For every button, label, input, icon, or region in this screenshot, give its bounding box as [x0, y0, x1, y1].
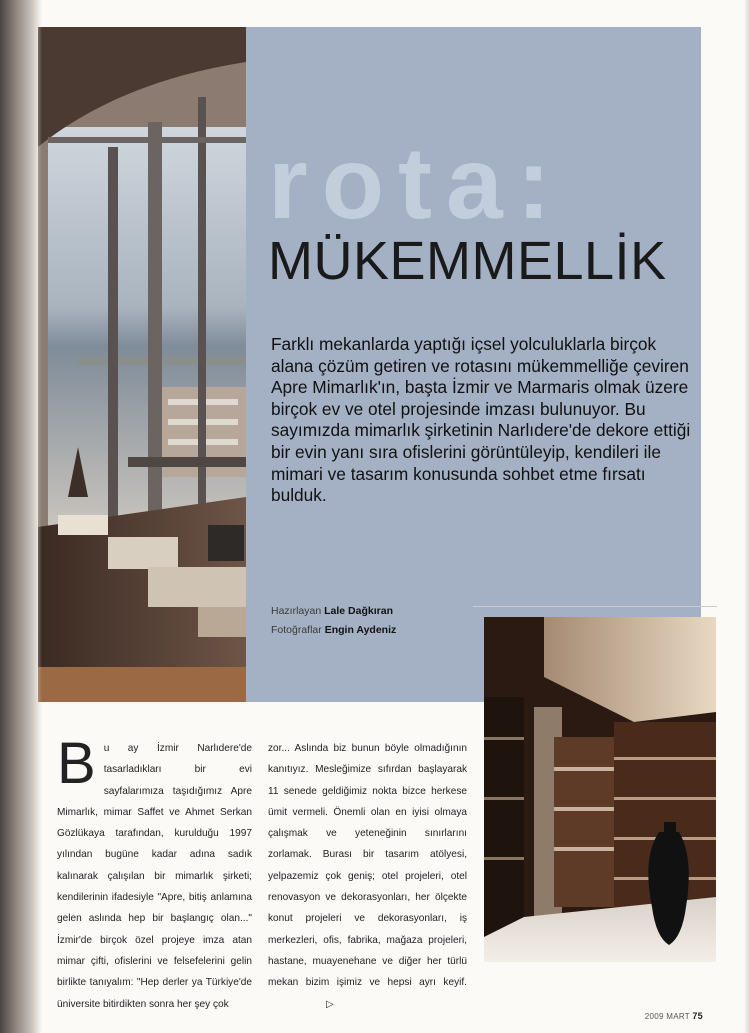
credit-writer-name: Lale Dağkıran — [324, 605, 393, 617]
body-column-1 — [57, 731, 252, 1015]
body-column-2-text: zor... Aslında biz bunun böyle olmadığının kanıtıyız. Mesleğimize sıfırdan başlayarak 11 senede geldiğimiz nokta bizce herkese ümit vermeli. Önemli olan en iyisi olmaya çalışmak ve yeteneğinin sınırlarını zorlamak. Burası bir tasarım atölyesi, yelpazemiz çok geniş; otel projeleri, otel renovasyon ve dekorasyonları, her ölçekte konut projeleri ve dekorasyonları, iş merkezleri, ofis, fabrika, mağaza projeleri, hastane, muayenehane ve diğer her türlü mekan bizim işimiz ve hepsi ayrı keyif. — [268, 743, 467, 989]
folio-issue: 2009 MART — [644, 1012, 690, 1021]
credit-photographer — [271, 621, 396, 640]
page-folio — [645, 1011, 703, 1021]
photo-office-window — [38, 27, 246, 702]
credit-writer — [271, 602, 396, 621]
continue-arrow-icon: ▷ — [326, 998, 334, 1010]
photo-office-interior — [484, 617, 716, 962]
headline-kicker: rota: — [268, 126, 565, 240]
page-edge — [744, 0, 750, 1033]
credits — [271, 602, 396, 640]
credit-photographer-label: Fotoğraflar — [271, 624, 322, 636]
credit-writer-label: Hazırlayan — [271, 605, 322, 617]
lead-paragraph: Farklı mekanlarda yaptığı içsel yolculuklarla birçok alana çözüm getiren ve rotasını mükemmelliğe çeviren Apre Mimarlık'ın, başta İzmir ve Marmaris olmak üzere birçok ev ve otel projesinde imzası bulunuyor. Bu sayımızda mimarlık şirketinin Narlıdere'de dekore ettiği bir evin yanı sıra ofislerini görüntüleyip, kendileri ile mimari ve tasarım konusunda sohbet etme fırsatı bulduk. — [271, 334, 691, 506]
body-column-2 — [268, 738, 467, 1015]
headline-title: MÜKEMMELLİK — [268, 231, 667, 291]
dropcap: B — [57, 731, 96, 796]
photo-frame-line — [473, 606, 717, 607]
body-column-1-text: u ay İzmir Narlıdere'de tasarladıkları bir evi sayfalarımıza taşıdığımız Apre Mimarlık, mimar Saffet ve Ahmet Serkan Gözlükaya tarafından, kurulduğu 1997 yılından bugüne kadar adına sadık kalınarak çalışılan bir mimarlık şirketi; kendilerinin ifadesiyle "Apre, bitiş anlamına gelen aslında hep bir başlangıç olan..." İzmir'de birçok özel projeye imza atan mimar çifti, ofislerini ve felsefelerini gelin birlikte tanıyalım: "Hep derler ya Türkiye'de üniversite bitirdikten sonra her şey çok — [57, 743, 252, 1010]
binding-shadow — [0, 0, 42, 1033]
credit-photographer-name: Engin Aydeniz — [324, 624, 397, 636]
folio-page-number: 75 — [692, 1011, 703, 1021]
